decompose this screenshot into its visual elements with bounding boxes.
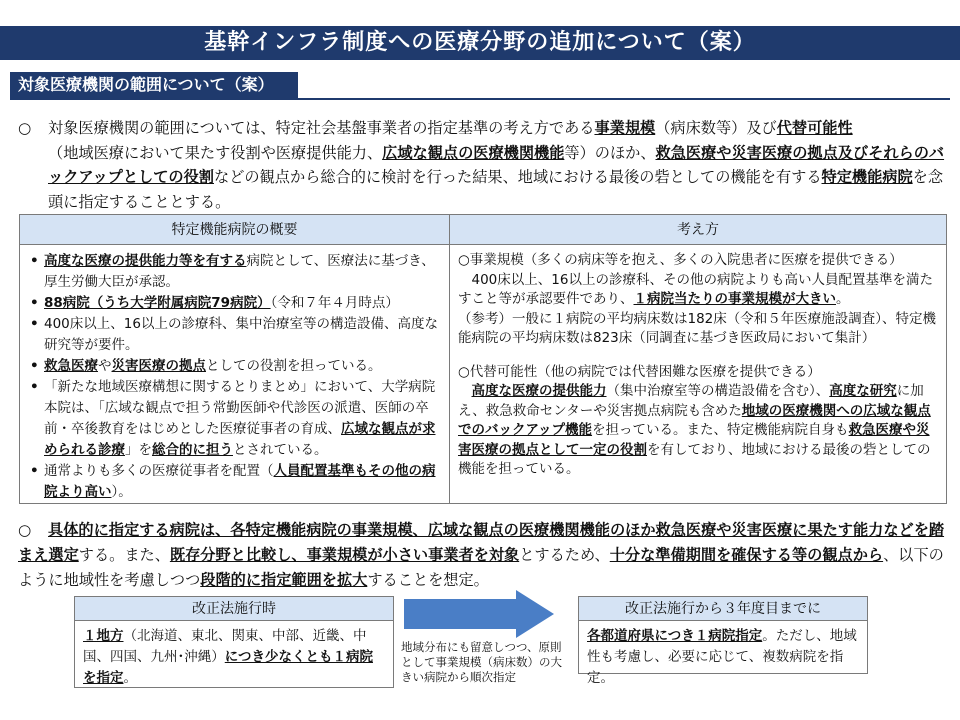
third-year-phase-body: 各都道府県につき１病院指定。ただし、地域性も考慮し、必要に応じて、複数病院を指定。 (587, 628, 857, 686)
column-divider (449, 215, 450, 503)
comparison-table (19, 214, 947, 504)
rationale-column (458, 251, 942, 480)
list-item: • 400床以上、16以上の診療科、集中治療室等の構造設備、高度な研究等が要件。 (28, 314, 446, 356)
list-item: • 通常よりも多くの医療従事者を配置（人員配置基準もその他の病院より高い）。 (28, 461, 446, 503)
circle-bullet: ○ (18, 119, 32, 137)
table-header (20, 215, 946, 245)
initial-phase-header: 改正法施行時 (75, 597, 393, 621)
section-divider (10, 98, 950, 100)
scope-paragraph: ○ 対象医療機関の範囲については、特定社会基盤事業者の指定基準の考え方である事業規模（病床数等）及び代替可能性 （地域医療において果たす役割や医療提供能力、広域な観点の医療機関機能等）のほか、救急医療や災害医療の拠点及びそれらのバックアップとしての役割などの観点から総合的に検討を行った結果、地域における最後の砦としての機能を有する特定機能病院を念頭に指定することとする。 (18, 116, 946, 214)
list-item: • 「新たな地域医療構想に関するとりまとめ」において、大学病院本院は、「広域な観点で担う常勤医師や代診医の派遣、医師の卒前・卒後教育をはじめとした医療従事者の育成、広域な観点が求められる診療」を総合的に担うとされている。 (28, 377, 446, 461)
rationale-reference: （参考）一般に１病院の平均病床数は182床（令和５年医療施設調査）、特定機能病院の平均病床数は823床（同調査に基づき医政局において集計） (458, 310, 937, 346)
left-column-header: 特定機能病院の概要 (171, 222, 298, 238)
circle-bullet: ○ (18, 521, 32, 539)
rationale-scale-body: 400床以上、16以上の診療科、その他の病院よりも高い人員配置基準を満たすこと等が承認要件であり、１病院当たりの事業規模が大きい。 (458, 271, 933, 307)
rationale-substitutability-body: 高度な医療の提供能力（集中治療室等の構造設備を含む）、高度な研究に加え、救急救命センターや災害拠点病院も含めた地域の医療機関への広域な観点でのバックアップ機能を担っている。また、特定機能病院自身も救急医療や災害医療の拠点として一定の役割を有しており、地域における最後の砦としての機能を担っている。 (458, 383, 931, 477)
rationale-substitutability-heading: ○代替可能性（他の病院では代替困難な医療を提供できる） (458, 363, 821, 380)
list-item: • 高度な医療の提供能力等を有する病院として、医療法に基づき、厚生労働大臣が承認。 (28, 251, 446, 293)
overview-column (28, 251, 446, 503)
selection-paragraph: ○ 具体的に指定する病院は、各特定機能病院の事業規模、広域な観点の医療機関機能のほか救急医療や災害医療に果たす能力などを踏まえ選定する。また、既存分野と比較し、事業規模が小さい事業者を対象とするため、十分な準備期間を確保する等の観点から、以下のように地域性を考慮しつつ段階的に指定範囲を拡大することを想定。 (18, 518, 948, 593)
initial-phase-box (74, 596, 394, 688)
arrow-note: 地域分布にも留意しつつ、原則として事業規模（病床数）の大きい病院から順次指定 (401, 640, 562, 684)
rationale-scale-heading: ○事業規模（多くの病床等を抱え、多くの入院患者に医療を提供できる） (458, 252, 903, 268)
third-year-phase-header: 改正法施行から３年度目までに (579, 597, 867, 621)
list-item: • 救急医療や災害医療の拠点としての役割を担っている。 (28, 356, 446, 377)
right-arrow-icon (404, 590, 554, 638)
initial-phase-body: １地方（北海道、東北、関東、中部、近畿、中国、四国、九州･沖縄）につき少なくとも１病院を指定。 (83, 628, 373, 686)
list-item: • 88病院（うち大学附属病院79病院）（令和７年４月時点） (28, 293, 446, 314)
page-title: 基幹インフラ制度への医療分野の追加について（案） (0, 26, 960, 60)
third-year-phase-box (578, 596, 868, 686)
section-tag: 対象医療機関の範囲について（案） (10, 72, 298, 98)
right-column-header: 考え方 (677, 222, 719, 238)
